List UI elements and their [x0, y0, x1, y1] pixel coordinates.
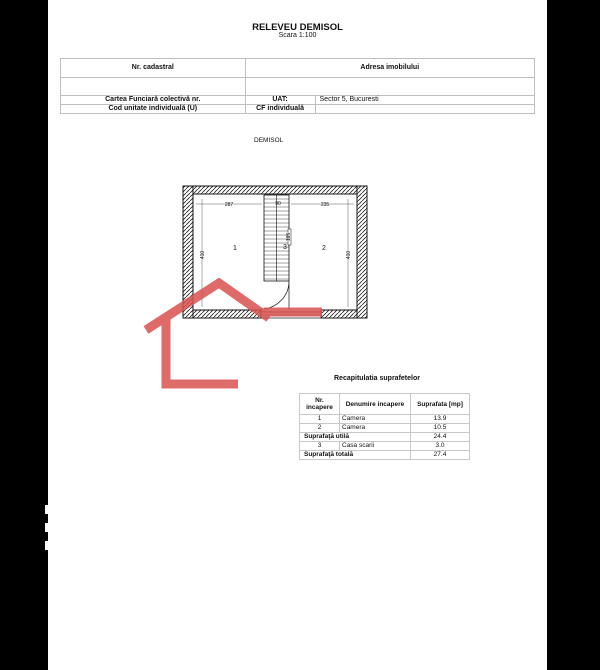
row-area: 13.9	[411, 415, 470, 424]
cadastral-label: Nr. cadastral	[61, 59, 246, 78]
row-nr: 1	[300, 415, 340, 424]
row-area: 3.0	[411, 442, 470, 451]
recap-table	[299, 393, 470, 460]
dim-stair-height: 185	[286, 232, 292, 242]
table-row	[300, 415, 470, 424]
document-page	[48, 0, 547, 670]
col-nr-header: Nr. incapere	[300, 394, 340, 415]
total-area-value: 27.4	[411, 451, 470, 460]
recap-title: Recapitulatia suprafetelor	[334, 375, 420, 382]
cf-value	[315, 105, 534, 114]
unit-code-label: Cod unitate individuală (U)	[61, 105, 246, 114]
total-area-label: Suprafaţă totală	[300, 451, 411, 460]
col-area-header: Suprafata [mp]	[411, 394, 470, 415]
total-area-row	[300, 451, 470, 460]
page-title: RELEVEU DEMISOL	[252, 22, 343, 33]
address-value	[245, 78, 534, 96]
cf-label: CF individuală	[245, 105, 315, 114]
table-row	[300, 424, 470, 433]
row-nr: 3	[300, 442, 340, 451]
scale-label: Scara 1:100	[278, 32, 317, 39]
col-name-header: Denumire incapere	[340, 394, 411, 415]
dim-stair-width: 90	[275, 201, 281, 207]
row-area: 10.5	[411, 424, 470, 433]
room-2-number: 2	[322, 245, 326, 252]
useful-area-row	[300, 433, 470, 442]
dim-room2-width: 235	[320, 202, 330, 208]
useful-area-label: Suprafaţă utilă	[300, 433, 411, 442]
carte-funciara-label: Cartea Funciară colectivă nr.	[61, 96, 246, 105]
dim-right-height: 410	[346, 250, 352, 260]
house-watermark-icon	[144, 278, 324, 392]
row-nr: 2	[300, 424, 340, 433]
floor-label: DEMISOL	[254, 137, 284, 144]
row-name: Casa scarii	[340, 442, 411, 451]
cadastral-value	[61, 78, 246, 96]
uat-value: Sector 5, Bucuresti	[315, 96, 534, 105]
dim-left-height: 410	[200, 250, 206, 260]
address-label: Adresa imobilului	[245, 59, 534, 78]
row-name: Camera	[340, 424, 411, 433]
dim-room1-width: 287	[224, 202, 234, 208]
uat-label: UAT:	[245, 96, 315, 105]
row-name: Camera	[340, 415, 411, 424]
table-row	[300, 442, 470, 451]
header-table	[60, 58, 535, 114]
room-1-number: 1	[233, 245, 237, 252]
room-3-number: 3	[283, 244, 287, 251]
useful-area-value: 24.4	[411, 433, 470, 442]
